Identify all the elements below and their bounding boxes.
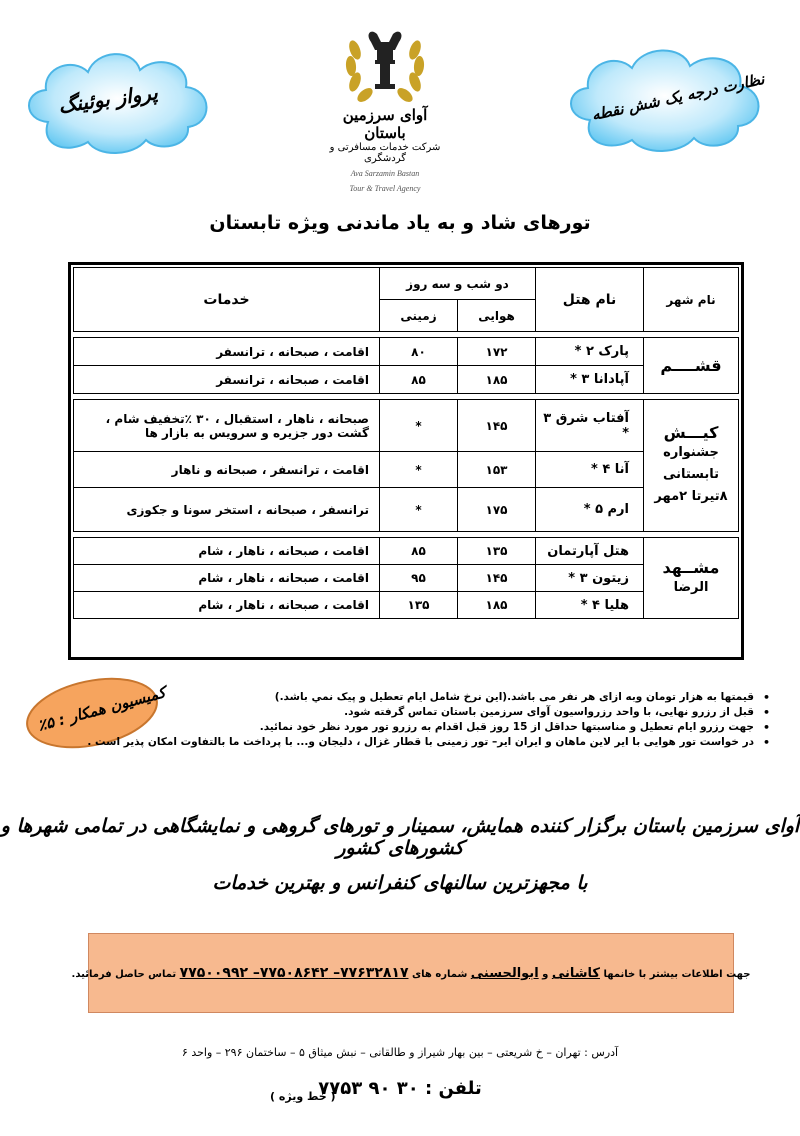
table-row — [74, 488, 739, 532]
table-row — [74, 400, 739, 452]
logo-latin-2: Tour & Travel Agency — [349, 184, 421, 193]
notes-list — [60, 690, 770, 750]
contact-numbers-label: شماره های — [411, 969, 468, 980]
phone-note: ( خط ویژه ) — [270, 1090, 336, 1103]
table-row — [74, 338, 739, 366]
cloud-right-text: نظارت درجه یک شش نقطه — [590, 69, 766, 125]
logo-subtitle: شرکت خدمات مسافرتی و گردشگری — [329, 142, 441, 164]
services-cell: اقامت ، ترانسفر ، صبحانه و ناهار — [74, 452, 380, 488]
services-cell: اقامت ، صبحانه ، ناهار ، شام — [74, 565, 380, 592]
contact-prefix: جهت اطلاعات بیشتر با خانمها — [603, 969, 751, 980]
services-cell: اقامت ، صبحانه ، ناهار ، شام — [74, 592, 380, 619]
header-air: هوایی — [458, 300, 536, 332]
city-kish-name: کیـــش — [663, 423, 719, 442]
city-mashhad-sub: الرضا — [673, 579, 709, 595]
hotel-name: هلیا ۴ * — [536, 592, 644, 619]
hotel-name: ارم ۵ * — [536, 488, 644, 532]
slogan-line-2: با مجهزترین سالنهای کنفرانس و بهترین خدمات — [212, 872, 588, 894]
note-item: • قبل از رزرو نهایی، با واحد رزرواسیون آوای سرزمین باستان تماس گرفته شود. — [60, 705, 770, 720]
city-qeshm: قشــــم — [644, 338, 739, 394]
cloud-badge-boeing — [18, 42, 218, 162]
price-air: ۱۴۵ — [458, 400, 536, 452]
price-ground: ۸۵ — [380, 366, 458, 394]
contact-box — [71, 933, 751, 1013]
contact-and: و — [542, 969, 549, 980]
company-logo — [320, 20, 450, 193]
tour-price-table — [73, 267, 739, 619]
price-air: ۱۷۲ — [458, 338, 536, 366]
city-mashhad — [644, 538, 739, 619]
hotel-name: آنا ۴ * — [536, 452, 644, 488]
city-kish-sub-2: تابستانی — [662, 467, 720, 482]
note-item: • در خواست تور هوایی با ایر لاین ماهان و ایران ایر– تور زمینی با قطار غزال ، دلیجان و... با پرداخت ما بالتفاوت امکان پذیر است . — [60, 735, 770, 750]
header-ground: زمینی — [380, 300, 458, 332]
contact-line — [72, 965, 751, 981]
phone-label: تلفن : — [425, 1078, 482, 1099]
contact-name-2: ابوالحسنی — [470, 966, 539, 981]
services-line-1: صبحانه ، ناهار ، استقبال ، ۳۰ ٪تخفیف شام ، — [105, 411, 369, 426]
price-air: ۱۳۵ — [458, 538, 536, 565]
services-cell: اقامت ، صبحانه ، ناهار ، شام — [74, 538, 380, 565]
services-line-2: گشت دور جزیره و سرویس به بازار ها — [144, 425, 369, 440]
contact-name-1: کاشانی — [551, 966, 600, 981]
slogan-line-1: آوای سرزمین باستان برگزار کننده همایش، سمینار و تورهای گروهی و نمایشگاهی در تمامی شهرها و کشورهای کشور — [0, 815, 800, 859]
price-air: ۱۴۵ — [458, 565, 536, 592]
price-ground: ۸۰ — [380, 338, 458, 366]
page-title: تورهای شاد و به یاد ماندنی ویژه تابستان — [209, 212, 591, 234]
header-services: خدمات — [74, 268, 380, 332]
hotel-name: زیتون ۳ * — [536, 565, 644, 592]
city-mashhad-name: مشــهد — [662, 557, 720, 577]
header-duration: دو شب و سه روز — [380, 268, 536, 300]
price-ground: * — [380, 400, 458, 452]
table-row — [74, 565, 739, 592]
logo-brand-name: آوای سرزمین باستان — [342, 106, 428, 142]
city-kish-sub-3: ۸تیرتا ۲مهر — [654, 489, 728, 504]
table-row — [74, 592, 739, 619]
cloud-left-text: پرواز بوئینگ — [56, 80, 160, 118]
price-ground: ۸۵ — [380, 538, 458, 565]
services-cell — [74, 400, 380, 452]
tour-price-table-frame — [68, 262, 744, 660]
hotel-name: هتل آپارتمان — [536, 538, 644, 565]
address-line: آدرس : تهران – خ شریعتی – بین بهار شیراز و طالقانی – نبش میثاق ۵ – ساختمان ۲۹۶ – واحد ۶ — [181, 1046, 619, 1059]
price-ground: ۹۵ — [380, 565, 458, 592]
note-item: • جهت رزرو ایام تعطیل و مناسبتها حداقل از 15 روز قبل اقدام به رزرو تور مورد نظر خود نمائید. — [60, 720, 770, 735]
price-ground: ۱۳۵ — [380, 592, 458, 619]
hotel-name: آفتاب شرق ۳ * — [536, 400, 644, 452]
hotel-name: پارک ۲ * — [536, 338, 644, 366]
services-cell: اقامت ، صبحانه ، ترانسفر — [74, 338, 380, 366]
logo-latin-1: Ava Sarzamin Bastan — [350, 169, 420, 178]
note-item: • قیمتها به هزار تومان وبه ازای هر نفر می باشد.(این نرخ شامل ایام تعطیل و پیک نمي باشد.) — [60, 690, 770, 705]
price-air: ۱۷۵ — [458, 488, 536, 532]
price-air: ۱۸۵ — [458, 366, 536, 394]
contact-suffix: تماس حاصل فرمائید. — [71, 969, 177, 980]
price-air: ۱۸۵ — [458, 592, 536, 619]
price-ground: * — [380, 452, 458, 488]
contact-phone-numbers: ۷۷۶۳۲۸۱۷– ۷۷۵۰۸۶۴۲– ۷۷۵۰۰۹۹۲ — [179, 965, 409, 981]
header-hotel: نام هتل — [536, 268, 644, 332]
price-ground: * — [380, 488, 458, 532]
table-header-row — [74, 268, 739, 300]
price-air: ۱۵۳ — [458, 452, 536, 488]
city-kish-sub-1: جشنواره — [663, 445, 719, 460]
header-city: نام شهر — [644, 268, 739, 332]
cloud-badge-supervision — [560, 40, 770, 160]
table-row — [74, 452, 739, 488]
services-cell: ترانسفر ، صبحانه ، استخر سونا و جکوزی — [74, 488, 380, 532]
phone-number: ۳۰ ۹۰ ۷۷۵۳ — [318, 1078, 419, 1099]
commission-text: کمیسیون همکار : ۵٪ — [35, 683, 168, 735]
laurel-emblem-icon — [335, 20, 435, 106]
table-row — [74, 366, 739, 394]
city-kish — [644, 400, 739, 532]
services-cell: اقامت ، صبحانه ، ترانسفر — [74, 366, 380, 394]
table-row — [74, 538, 739, 565]
hotel-name: آپادانا ۳ * — [536, 366, 644, 394]
phone-line — [0, 1078, 800, 1099]
